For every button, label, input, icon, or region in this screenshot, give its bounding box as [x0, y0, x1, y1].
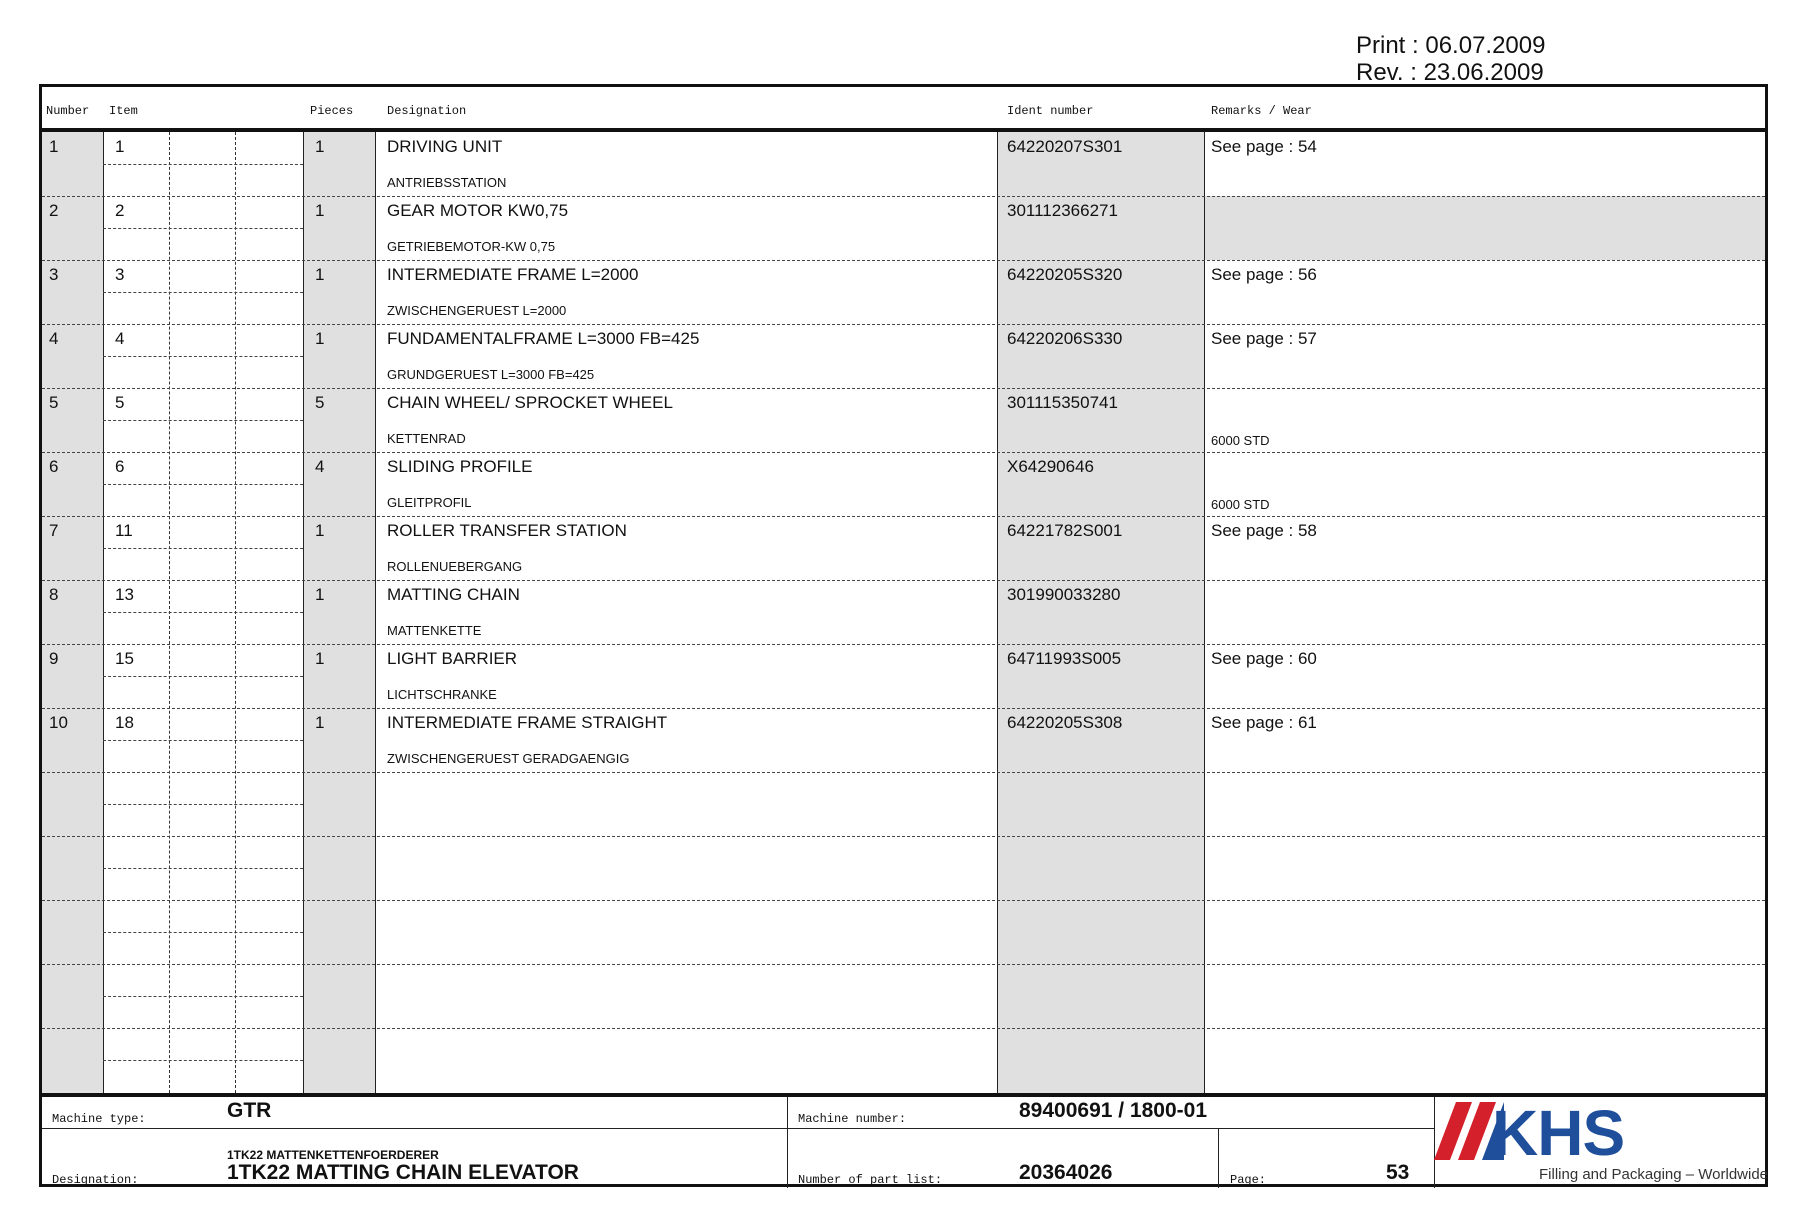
- row-pieces: 1: [315, 521, 325, 540]
- row-pieces: 1: [315, 713, 325, 732]
- table-row: [42, 132, 1765, 196]
- table-row: [42, 516, 1765, 580]
- row-item: 2: [115, 201, 125, 220]
- row-ident: 301112366271: [1007, 201, 1118, 220]
- row-divider: [42, 772, 1765, 773]
- row-ident: X64290646: [1007, 457, 1094, 476]
- row-designation-de: GRUNDGERUEST L=3000 FB=425: [387, 367, 595, 382]
- part-list-label: Number of part list:: [798, 1173, 943, 1187]
- table-row: [42, 452, 1765, 516]
- designation-label: Designation:: [52, 1173, 139, 1187]
- row-pieces: 5: [315, 393, 325, 412]
- row-ident: 301115350741: [1007, 393, 1118, 412]
- item-mid-divider: [103, 868, 303, 869]
- footer-divider: [787, 1097, 788, 1188]
- row-pieces: 4: [315, 457, 325, 476]
- row-item: 5: [115, 393, 125, 412]
- row-divider: [42, 836, 1765, 837]
- row-designation-de: GETRIEBEMOTOR-KW 0,75: [387, 239, 556, 254]
- item-mid-divider: [103, 932, 303, 933]
- row-designation: CHAIN WHEEL/ SPROCKET WHEEL: [387, 393, 673, 412]
- item-mid-divider: [103, 996, 303, 997]
- row-designation: MATTING CHAIN: [387, 585, 520, 604]
- footer-row-line: [42, 1128, 1434, 1129]
- row-number: 8: [49, 585, 59, 604]
- row-remarks: See page : 56: [1211, 265, 1317, 284]
- machine-number-label: Machine number:: [798, 1112, 907, 1126]
- row-divider: [42, 900, 1765, 901]
- table-row: [42, 580, 1765, 644]
- designation-de-value: 1TK22 MATTENKETTENFOERDERER: [227, 1148, 439, 1162]
- row-designation-de: ZWISCHENGERUEST GERADGAENGIG: [387, 751, 630, 766]
- row-number: 2: [49, 201, 59, 220]
- header-remarks: Remarks / Wear: [1211, 104, 1312, 118]
- row-item: 1: [115, 137, 125, 156]
- row-designation-de: ZWISCHENGERUEST L=2000: [387, 303, 567, 318]
- row-designation: SLIDING PROFILE: [387, 457, 533, 476]
- row-designation-de: LICHTSCHRANKE: [387, 687, 497, 702]
- row-designation-de: ANTRIEBSSTATION: [387, 175, 507, 190]
- row-item: 4: [115, 329, 125, 348]
- footer-divider: [1218, 1128, 1219, 1188]
- row-ident: 64220205S320: [1007, 265, 1123, 284]
- item-mid-divider: [103, 1060, 303, 1061]
- row-item: 18: [115, 713, 134, 732]
- row-number: 1: [49, 137, 59, 156]
- row-designation-de: ROLLENUEBERGANG: [387, 559, 523, 574]
- header-number: Number: [46, 104, 90, 118]
- table-row: [42, 644, 1765, 708]
- row-remarks: See page : 57: [1211, 329, 1317, 348]
- row-remarks: See page : 58: [1211, 521, 1317, 540]
- machine-type-value: GTR: [227, 1099, 272, 1122]
- row-divider: [42, 1028, 1765, 1029]
- row-pieces: 1: [315, 201, 325, 220]
- khs-tagline: Filling and Packaging – Worldwide: [1539, 1166, 1769, 1183]
- row-item: 6: [115, 457, 125, 476]
- row-designation-de: GLEITPROFIL: [387, 495, 472, 510]
- khs-logo-text: KHS: [1492, 1097, 1625, 1169]
- row-ident: 301990033280: [1007, 585, 1121, 604]
- page-label: Page:: [1230, 1173, 1267, 1187]
- header-item: Item: [109, 104, 138, 118]
- row-designation: INTERMEDIATE FRAME STRAIGHT: [387, 713, 668, 732]
- row-designation: LIGHT BARRIER: [387, 649, 518, 668]
- row-pieces: 1: [315, 265, 325, 284]
- row-remarks: See page : 61: [1211, 713, 1317, 732]
- row-number: 3: [49, 265, 59, 284]
- row-pieces: 1: [315, 585, 325, 604]
- table-header: [42, 87, 1765, 132]
- row-ident: 64220206S330: [1007, 329, 1123, 348]
- row-pieces: 1: [315, 329, 325, 348]
- print-date: Print : 06.07.2009: [1356, 32, 1546, 59]
- row-pieces: 1: [315, 137, 325, 156]
- row-ident: 64221782S001: [1007, 521, 1123, 540]
- row-number: 9: [49, 649, 59, 668]
- row-remarks: See page : 60: [1211, 649, 1317, 668]
- header-designation: Designation: [387, 104, 467, 118]
- row-wear: 6000 STD: [1211, 433, 1270, 448]
- item-mid-divider: [103, 804, 303, 805]
- row-divider: [42, 964, 1765, 965]
- part-list-value: 20364026: [1019, 1161, 1113, 1184]
- header-ident-number: Ident number: [1007, 104, 1094, 118]
- row-designation-de: KETTENRAD: [387, 431, 466, 446]
- row-designation: DRIVING UNIT: [387, 137, 503, 156]
- table-row: [42, 196, 1765, 260]
- row-ident: 64220207S301: [1007, 137, 1123, 156]
- row-number: 10: [49, 713, 68, 732]
- header-pieces: Pieces: [310, 104, 354, 118]
- table-row: [42, 708, 1765, 772]
- revision-date: Rev. : 23.06.2009: [1356, 59, 1544, 86]
- row-designation: ROLLER TRANSFER STATION: [387, 521, 627, 540]
- row-wear: 6000 STD: [1211, 497, 1270, 512]
- machine-number-value: 89400691 / 1800-01: [1019, 1099, 1208, 1122]
- print-info: [1356, 32, 1545, 86]
- row-number: 4: [49, 329, 59, 348]
- parts-list-sheet: [39, 84, 1768, 1187]
- row-item: 13: [115, 585, 134, 604]
- row-designation-de: MATTENKETTE: [387, 623, 482, 638]
- page-value: 53: [1386, 1161, 1410, 1184]
- row-number: 5: [49, 393, 59, 412]
- machine-type-label: Machine type:: [52, 1112, 146, 1126]
- row-remarks: See page : 54: [1211, 137, 1317, 156]
- table-row: [42, 324, 1765, 388]
- table-row: [42, 388, 1765, 452]
- row-designation: FUNDAMENTALFRAME L=3000 FB=425: [387, 329, 700, 348]
- row-pieces: 1: [315, 649, 325, 668]
- row-number: 7: [49, 521, 59, 540]
- table-row: [42, 260, 1765, 324]
- row-number: 6: [49, 457, 59, 476]
- row-item: 3: [115, 265, 125, 284]
- row-designation: GEAR MOTOR KW0,75: [387, 201, 569, 220]
- row-item: 15: [115, 649, 134, 668]
- row-ident: 64711993S005: [1007, 649, 1122, 668]
- row-item: 11: [115, 521, 133, 540]
- designation-value: 1TK22 MATTING CHAIN ELEVATOR: [227, 1161, 579, 1184]
- row-ident: 64220205S308: [1007, 713, 1123, 732]
- row-designation: INTERMEDIATE FRAME L=2000: [387, 265, 639, 284]
